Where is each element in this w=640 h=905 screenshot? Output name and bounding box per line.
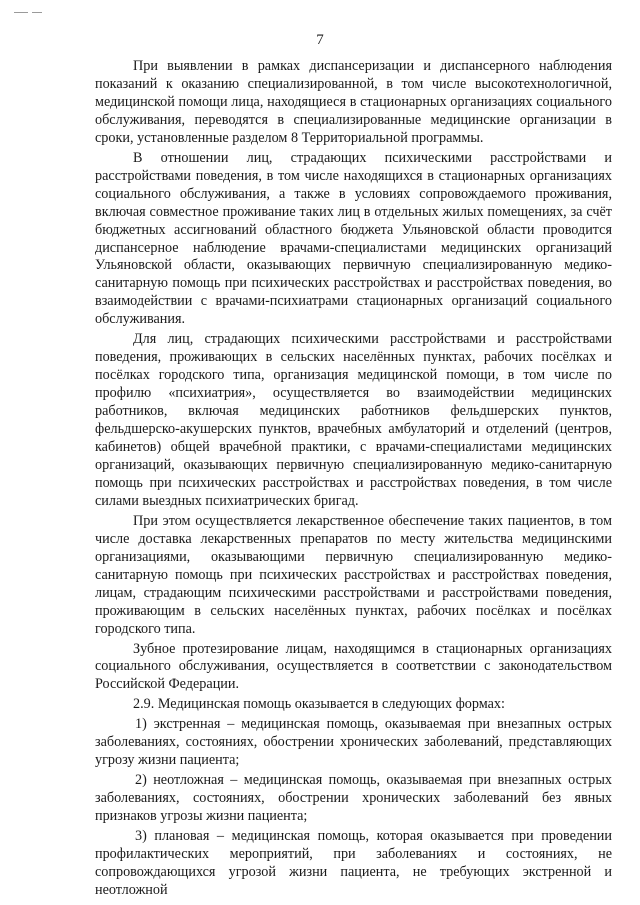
page-number: 7 xyxy=(316,32,324,48)
scan-mark xyxy=(32,12,42,13)
paragraph-mental-disorders-observation: В отношении лиц, страдающих психическими расстройствами и расстройствами поведения, в том числе находящихся в стационарных организациях социального обслуживания, а также в условиях сопровождаемого проживания, включая совместное проживание таких лиц в отдельных жилых помещениях, за счёт бюджетных ассигнований областного бюджета Ульяновской области проводится диспансерное наблюдение врачами-специалистами медицинских организаций Ульяновской области, оказывающих первичную специализированную медико-санитарную помощь при психических расстройствах и расстройствах поведения, во взаимодействии с врачами-психиатрами стационарных организаций социального обслуживания. xyxy=(95,149,612,328)
paragraph-dental-prosthetics: Зубное протезирование лицам, находящимся в стационарных организациях социального обслуживания, осуществляется в соответствии с законодательством Российской Федерации. xyxy=(95,640,612,693)
list-item-emergency: 1) экстренная – медицинская помощь, оказываемая при внезапных острых заболеваниях, состояниях, обострении хронических заболеваний, представляющих угрозу жизни пациента; xyxy=(95,716,612,769)
paragraph-rural-psychiatric-care: Для лиц, страдающих психическими расстройствами и расстройствами поведения, проживающих в сельских населённых пунктах, рабочих посёлках и посёлках городского типа, организация медицинской помощи, в том числе по профилю «психиатрия», осуществляется во взаимодействии медицинских работников, включая медицинских работников фельдшерских пунктов, фельдшерско-акушерских пунктов, врачебных амбулаторий и отделений (центров, кабинетов) общей врачебной практики, с врачами-специалистами медицинских организаций, оказывающих первичную специализированную медико-санитарную помощь при психических расстройствах и расстройствах поведения, в том числе силами выездных психиатрических бригад. xyxy=(95,331,612,509)
scan-mark xyxy=(14,12,28,13)
list-item-urgent: 2) неотложная – медицинская помощь, оказываемая при внезапных острых заболеваниях, состояниях, обострении хронических заболеваний без явных признаков угрозы жизни пациента; xyxy=(95,772,612,825)
section-heading: 2.9. Медицинская помощь оказывается в следующих формах: xyxy=(133,696,505,713)
list-item-planned: 3) плановая – медицинская помощь, которая оказывается при проведении профилактических мероприятий, при заболеваниях и состояниях, не сопровождающихся угрозой жизни пациента, не требующих экстренной и неотложной xyxy=(95,828,612,898)
paragraph-dispensary-transfer: При выявлении в рамках диспансеризации и диспансерного наблюдения показаний к оказанию специализированной, в том числе высокотехнологичной, медицинской помощи лица, находящиеся в стационарных организациях социального обслуживания, переводятся в специализированные медицинские организации в сроки, установленные разделом 8 Территориальной программы. xyxy=(95,58,612,146)
document-body xyxy=(95,58,612,900)
paragraph-drug-supply: При этом осуществляется лекарственное обеспечение таких пациентов, в том числе доставка лекарственных препаратов по месту жительства медицинскими организациями, оказывающими первичную специализированную медико-санитарную помощь при психических расстройствах и расстройствах поведения, лицам, страдающим психическими расстройствами и расстройствами поведения, проживающим в сельских населённых пунктах, рабочих посёлках и посёлках городского типа. xyxy=(95,512,612,637)
